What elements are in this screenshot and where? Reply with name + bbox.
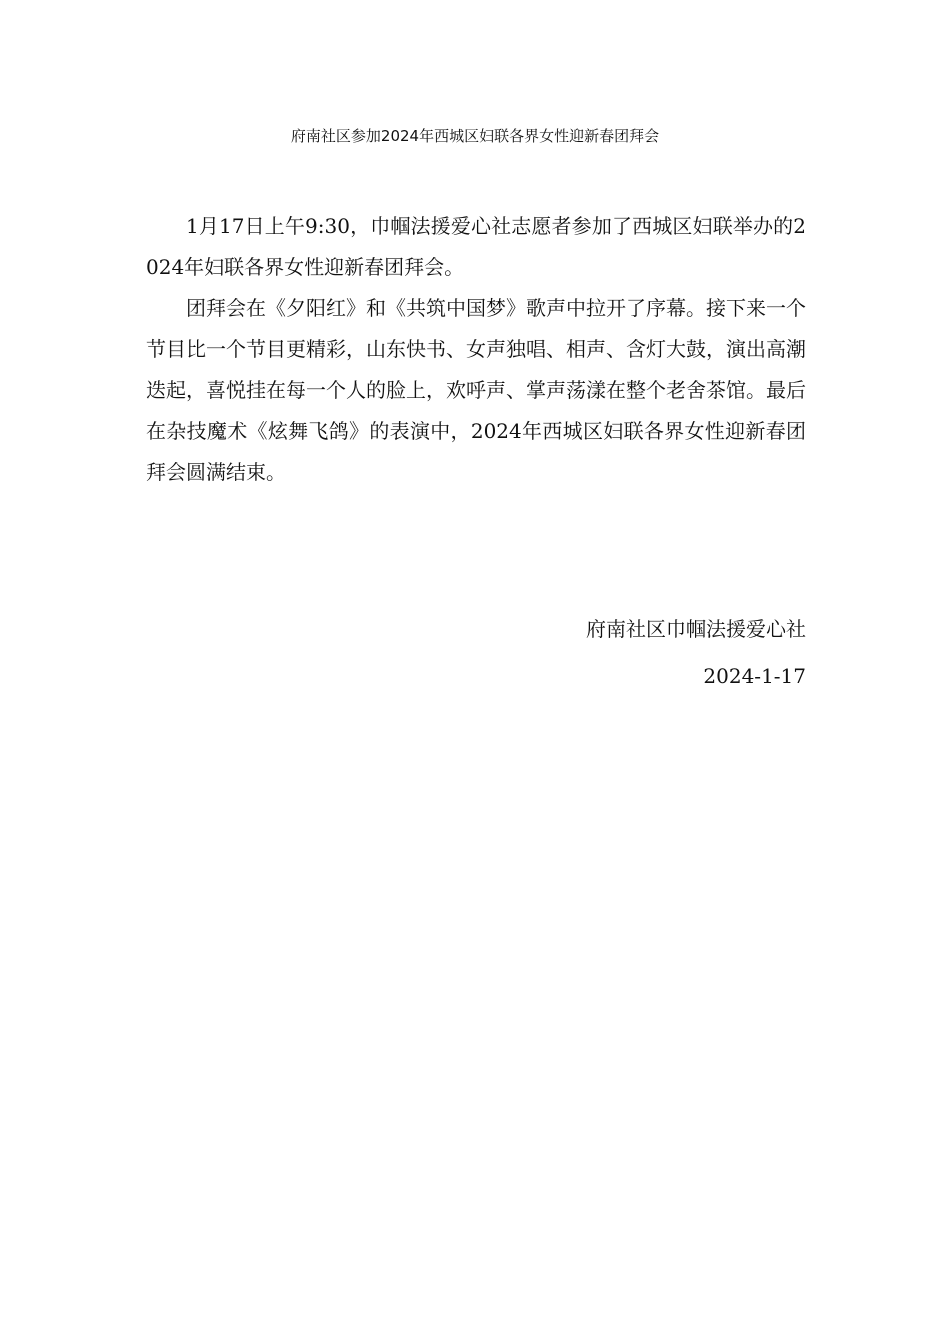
signature-block [406, 606, 806, 700]
paragraph-1: 1月17日上午9:30，巾帼法援爱心社志愿者参加了西城区妇联举办的2024年妇联各界女性迎新春团拜会。 [146, 214, 806, 279]
paragraph-2: 团拜会在《夕阳红》和《共筑中国梦》歌声中拉开了序幕。接下来一个节目比一个节目更精彩，山东快书、女声独唱、相声、含灯大鼓，演出高潮迭起，喜悦挂在每一个人的脸上，欢呼声、掌声荡漾在整个老舍茶馆。最后在杂技魔术《炫舞飞鸽》的表演中，2024年西城区妇联各界女性迎新春团拜会圆满结束。 [146, 296, 806, 484]
document-body [146, 206, 806, 493]
signature-organization: 府南社区巾帼法援爱心社 [586, 617, 806, 641]
document-title: 府南社区参加2024年西城区妇联各界女性迎新春团拜会 [290, 127, 660, 145]
signature-date: 2024-1-17 [703, 664, 806, 688]
